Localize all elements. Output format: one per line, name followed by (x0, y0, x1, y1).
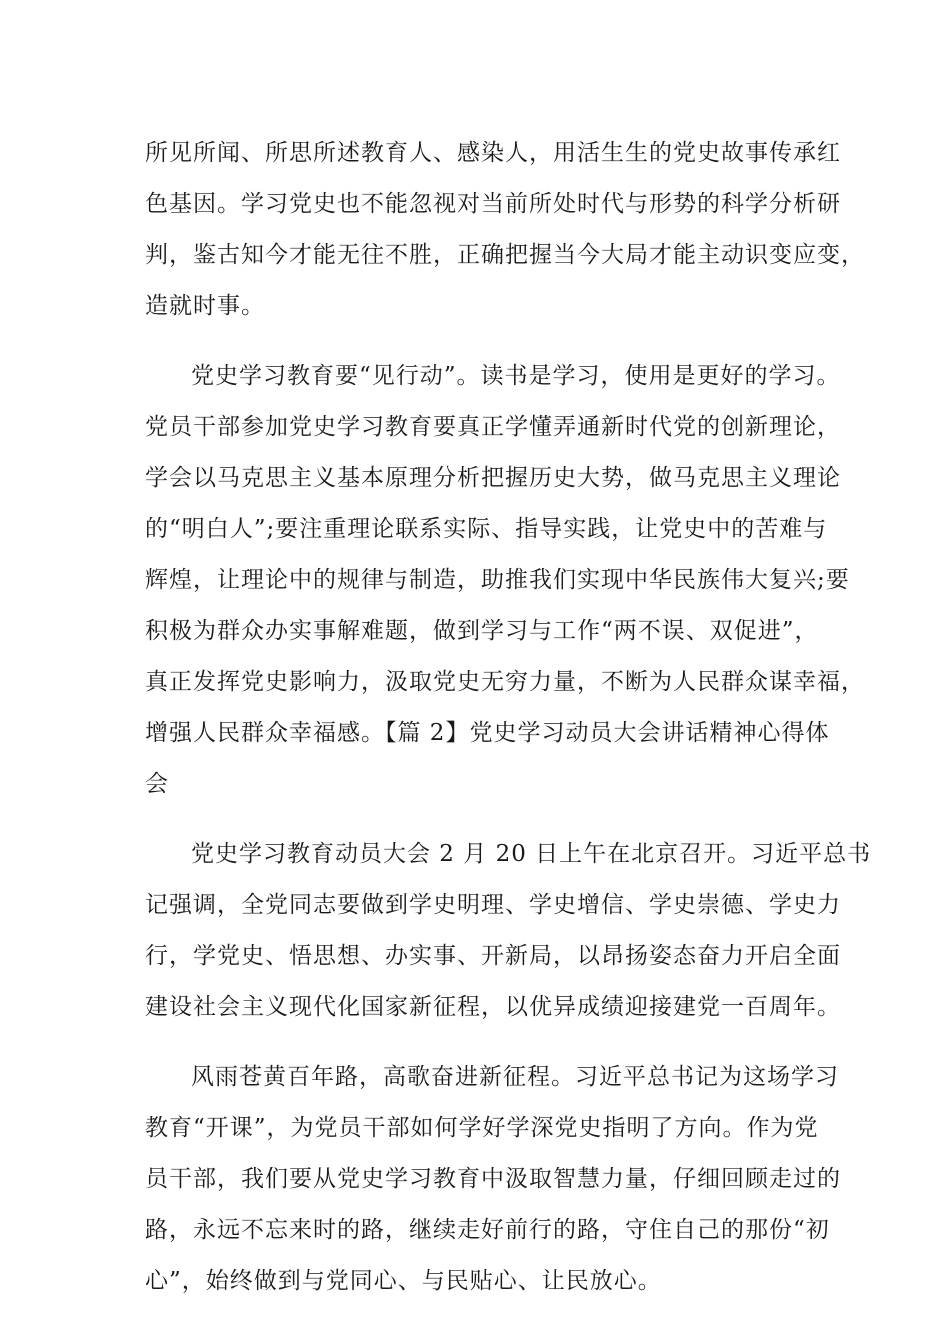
paragraph-4 (145, 1052, 841, 1307)
paragraph-line: 记强调，全党同志要做到学史明理、学史增信、学史崇德、学史力 (145, 892, 841, 918)
paragraph-line: 心”，始终做到与党同心、与民贴心、让民放心。 (145, 1268, 662, 1294)
document-body (145, 128, 872, 1307)
paragraph-line: 积极为群众办实事解难题，做到学习与工作“两不误、双促进”， (145, 618, 819, 644)
paragraph-line: 建设社会主义现代化国家新征程，以优异成绩迎接建党一百周年。 (145, 994, 841, 1020)
paragraph-line: 增强人民群众幸福感。【篇 2】党史学习动员大会讲话精神心得体 (145, 720, 830, 746)
paragraph-line: 造就时事。 (145, 293, 265, 319)
paragraph-line: 判，鉴古知今才能无往不胜，正确把握当今大局才能主动识变应变， (145, 242, 865, 268)
paragraph-line: 党史学习教育动员大会 2 月 20 日上午在北京召开。习近平总书 (191, 841, 872, 867)
paragraph-line: 党史学习教育要“见行动”。读书是学习，使用是更好的学习。 (191, 363, 841, 389)
paragraph-3 (145, 829, 872, 1033)
paragraph-line: 色基因。学习党史也不能忽视对当前所处时代与形势的科学分析研 (145, 191, 841, 217)
paragraph-line: 辉煌，让理论中的规律与制造，助推我们实现中华民族伟大复兴;要 (145, 567, 850, 593)
paragraph-line: 所见所闻、所思所述教育人、感染人，用活生生的党史故事传承红 (145, 140, 841, 166)
paragraph-1 (145, 128, 865, 332)
paragraph-line: 党员干部参加党史学习教育要真正学懂弄通新时代党的创新理论， (145, 414, 841, 440)
paragraph-line: 路，永远不忘来时的路，继续走好前行的路，守住自己的那份“初 (145, 1217, 830, 1243)
paragraph-line: 风雨苍黄百年路，高歌奋进新征程。习近平总书记为这场学习 (191, 1064, 839, 1090)
paragraph-line: 员干部，我们要从党史学习教育中汲取智慧力量，仔细回顾走过的 (145, 1166, 841, 1192)
paragraph-2 (145, 351, 865, 810)
paragraph-line: 教育“开课”，为党员干部如何学好学深党史指明了方向。作为党 (145, 1115, 819, 1141)
paragraph-line: 真正发挥党史影响力，汲取党史无穷力量，不断为人民群众谋幸福， (145, 669, 865, 695)
paragraph-line: 的“明白人”;要注重理论联系实际、指导实践，让党史中的苦难与 (145, 516, 828, 542)
paragraph-line: 行，学党史、悟思想、办实事、开新局，以昂扬姿态奋力开启全面 (145, 943, 841, 969)
paragraph-line: 会 (145, 771, 169, 797)
paragraph-line: 学会以马克思主义基本原理分析把握历史大势，做马克思主义理论 (145, 465, 841, 491)
